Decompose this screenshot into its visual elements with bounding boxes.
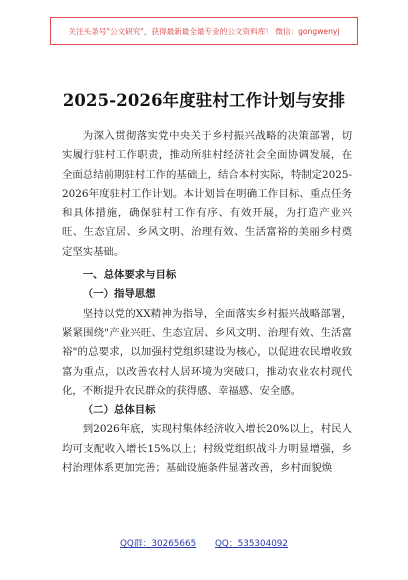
- goals-paragraph: 到2026年底，实现村集体经济收入增长20%以上，村民人均可支配收入增长15%以上；村级党组织战斗力明显增强，乡村治理体系更加完善；基础设施条件显著改善，乡村面貌焕: [62, 423, 352, 475]
- subsection-heading-guiding: （一）指导思想: [82, 288, 156, 301]
- section-heading-overall: 一、总体要求与目标: [82, 269, 177, 282]
- header-banner: [50, 17, 358, 45]
- banner-text: 关注头条号"公文研究"，获得最新最全最专业的公文资料库！ 微信：gongwenyj: [68, 26, 340, 36]
- footer: [0, 536, 408, 549]
- subsection-heading-goals: （二）总体目标: [82, 404, 156, 417]
- qq-group-link[interactable]: QQ群：30265665: [119, 539, 197, 549]
- document-title: 2025-2026年度驻村工作计划与安排: [62, 91, 346, 110]
- document-body: [62, 127, 352, 478]
- guiding-paragraph: 坚持以党的XX精神为指导，全面落实乡村振兴战略部署，紧紧围绕"产业兴旺、生态宜居、乡风文明、治理有效、生活富裕"的总要求，以加强村党组织建设为核心，以促进农民增收致富为重点，以改善农村人居环境为突破口，推动农业农村现代化，不断提升农民群众的获得感、幸福感、安全感。: [62, 307, 352, 397]
- intro-paragraph: 为深入贯彻落实党中央关于乡村振兴战略的决策部署，切实履行驻村工作职责，推动所驻村经济社会全面协调发展，在全面总结前期驻村工作的基础上，结合本村实际，特制定2025-2026年度驻村工作计划。本计划旨在明确工作目标、重点任务和具体措施，确保驻村工作有序、有效开展，为打造产业兴旺、生态宜居、乡风文明、治理有效、生活富裕的美丽乡村奠定坚实基础。: [62, 130, 352, 258]
- qq-link[interactable]: QQ：535304092: [214, 539, 289, 549]
